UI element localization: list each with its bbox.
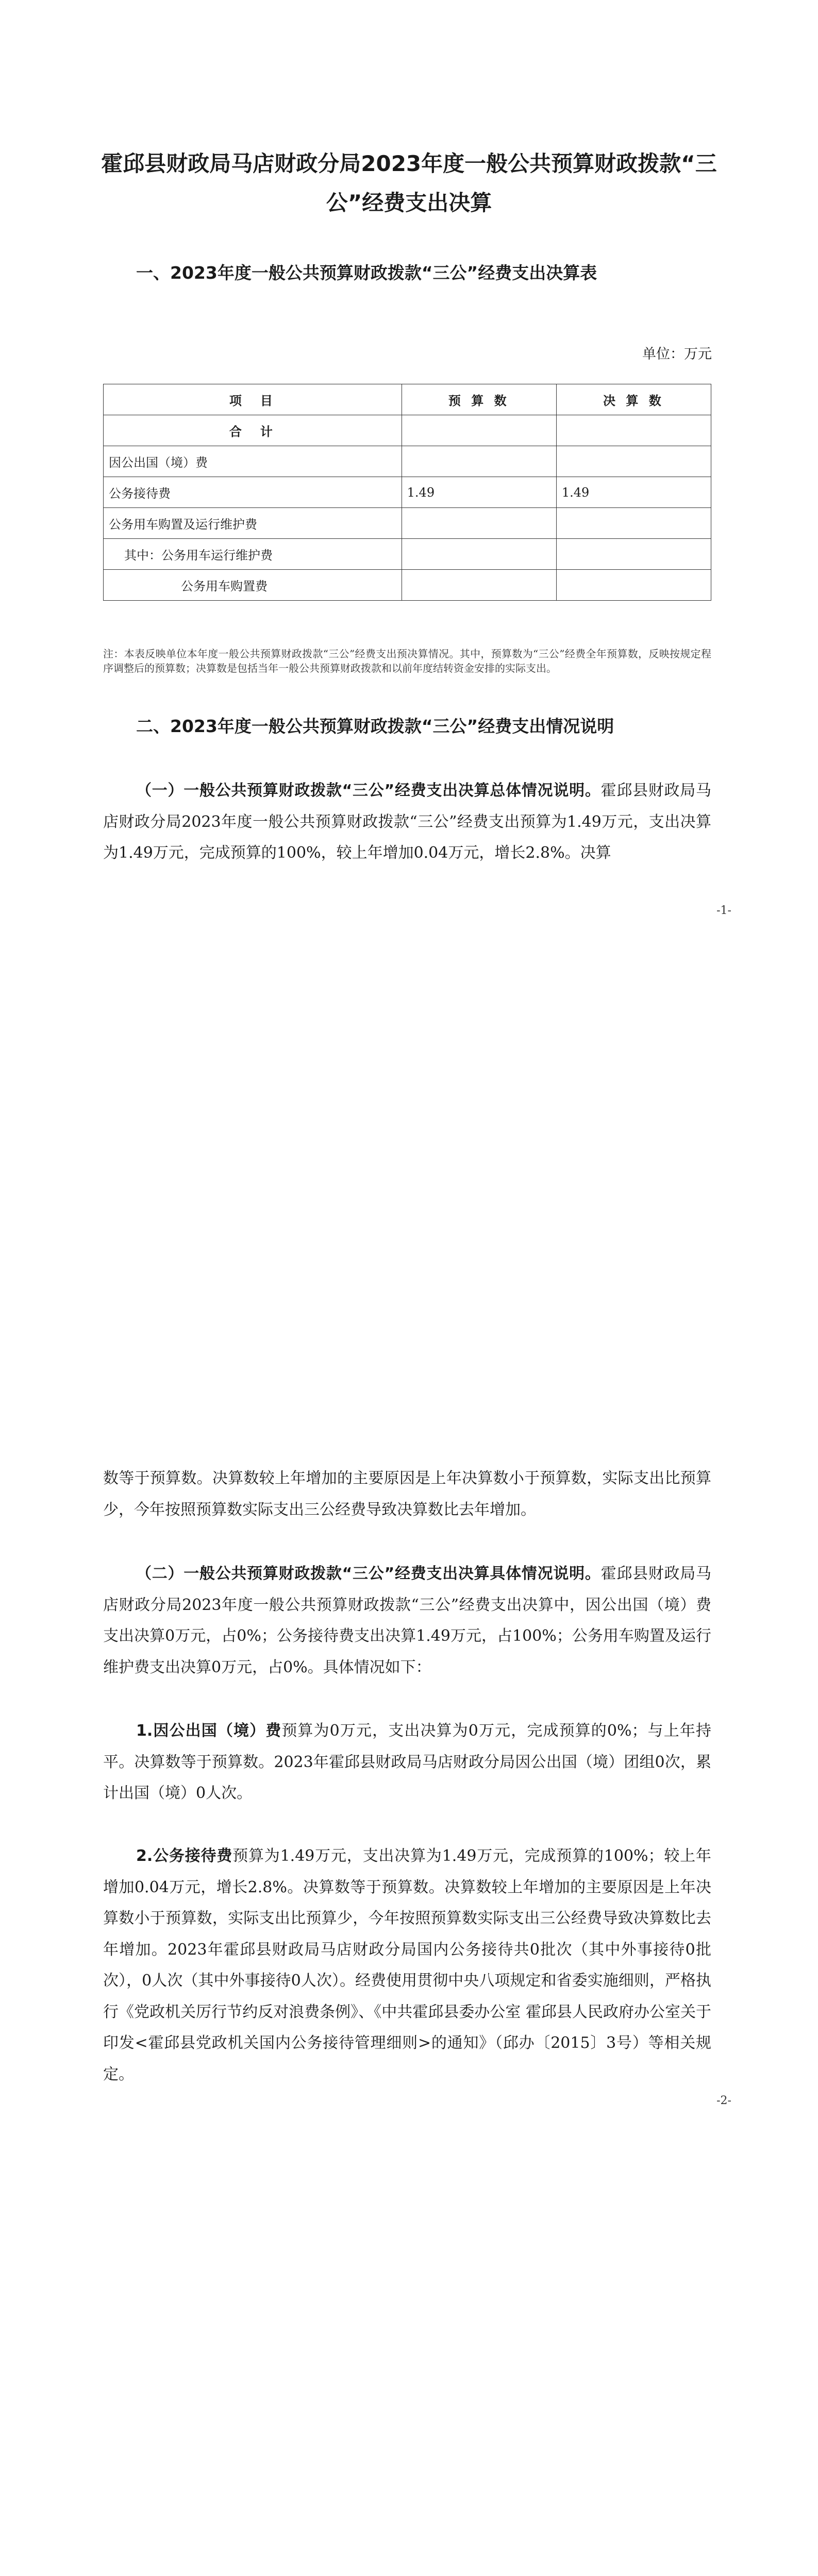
paragraph-text: 霍邱县财政局马店财政分局2023年度一般公共预算财政拨款“三公”经费支出决算中，因公出国（境）费支出决算0万元，占0%；公务接待费支出决算1.49万元，占100%；公务用车购置及运行维护费支出决算0万元，占0%。具体情况如下： bbox=[103, 1565, 712, 1676]
paragraph-text: 霍邱县财政局马店财政分局2023年度一般公共预算财政拨款“三公”经费支出预算为1.49万元，支出决算为1.49万元，完成预算的100%，较上年增加0.04万元，增长2.8%。决算 bbox=[103, 782, 712, 862]
paragraph-lead: 1.因公出国（境）费 bbox=[136, 1722, 282, 1740]
page-number: -1- bbox=[716, 904, 731, 917]
paragraph-text: 预算为0万元，支出决算为0万元，完成预算的0%；与上年持平。决算数等于预算数。2023年霍邱县财政局马店财政分局因公出国（境）团组0次，累计出国（境）0人次。 bbox=[103, 1722, 711, 1802]
paragraph-lead: 2.公务接待费 bbox=[136, 1847, 233, 1865]
table-note: 注：本表反映单位本年度一般公共预算财政拨款“三公”经费支出预决算情况。其中，预算数为“三公”经费全年预算数，反映按规定程序调整后的预算数；决算数是包括当年一般公共预算财政拨款和以前年度结转资金安排的实际支出。 bbox=[103, 648, 711, 674]
row-final bbox=[556, 570, 711, 601]
header-item: 项 目 bbox=[104, 384, 402, 415]
row-budget bbox=[402, 570, 556, 601]
row-item: 公务用车购置费 bbox=[104, 570, 402, 601]
paragraph-overall-continued: 数等于预算数。决算数较上年增加的主要原因是上年决算数小于预算数，实际支出比预算少，今年按照预算数实际支出三公经费导致决算数比去年增加。 bbox=[103, 1469, 711, 1519]
row-budget bbox=[402, 539, 556, 570]
row-budget: 1.49 bbox=[402, 477, 556, 508]
row-item: 其中：公务用车运行维护费 bbox=[104, 539, 402, 570]
header-final: 决 算 数 bbox=[556, 384, 711, 415]
row-final bbox=[556, 508, 711, 539]
row-item: 因公出国（境）费 bbox=[104, 446, 402, 477]
row-budget bbox=[402, 508, 556, 539]
paragraph-reception bbox=[103, 1841, 711, 2090]
header-budget: 预 算 数 bbox=[402, 384, 556, 415]
page-2 bbox=[0, 1157, 818, 2313]
table-row bbox=[104, 415, 711, 446]
row-budget bbox=[402, 446, 556, 477]
row-item: 公务接待费 bbox=[104, 477, 402, 508]
row-item: 合 计 bbox=[104, 415, 402, 446]
section2-heading: 二、2023年度一般公共预算财政拨款“三公”经费支出情况说明 bbox=[136, 716, 614, 736]
paragraph-overseas bbox=[103, 1716, 711, 1809]
paragraph-overall bbox=[103, 775, 711, 869]
row-final bbox=[556, 539, 711, 570]
row-final bbox=[556, 415, 711, 446]
table-row bbox=[104, 477, 711, 508]
three-public-expense-table bbox=[103, 384, 711, 601]
row-item: 公务用车购置及运行维护费 bbox=[104, 508, 402, 539]
page-3 bbox=[0, 2313, 818, 2576]
page-number: -2- bbox=[716, 2094, 731, 2107]
table-header-row bbox=[104, 384, 711, 415]
table-row bbox=[104, 570, 711, 601]
paragraph-lead: （二）一般公共预算财政拨款“三公”经费支出决算具体情况说明。 bbox=[136, 1565, 601, 1583]
section1-heading: 一、2023年度一般公共预算财政拨款“三公”经费支出决算表 bbox=[136, 263, 597, 283]
row-final bbox=[556, 446, 711, 477]
page-1 bbox=[0, 0, 818, 1157]
table-row bbox=[104, 508, 711, 539]
table-row bbox=[104, 446, 711, 477]
unit-label: 单位：万元 bbox=[642, 346, 712, 362]
row-budget bbox=[402, 415, 556, 446]
paragraph-text: 预算为1.49万元，支出决算为1.49万元，完成预算的100%；较上年增加0.04万元，增长2.8%。决算数等于预算数。决算数较上年增加的主要原因是上年决算数小于预算数，实际支出比预算少，今年按照预算数实际支出三公经费导致决算数比去年增加。2023年霍邱县财政局马店财政分局国内公务接待共0批次（其中外事接待0批次），0人次（其中外事接待0人次）。经费使用贯彻中央八项规定和省委实施细则，严格执行《党政机关厉行节约反对浪费条例》、《中共霍邱县委办公室 霍邱县人民政府办公室关于印发<霍邱县党政机关国内公务接待管理细则>的通知》（邱办〔2015〕3号）等相关规定。 bbox=[103, 1847, 711, 2083]
row-final: 1.49 bbox=[556, 477, 711, 508]
paragraph-lead: （一）一般公共预算财政拨款“三公”经费支出决算总体情况说明。 bbox=[136, 782, 601, 800]
document-title: 霍邱县财政局马店财政分局2023年度一般公共预算财政拨款“三公”经费支出决算 bbox=[101, 151, 717, 215]
table-row bbox=[104, 539, 711, 570]
paragraph-detail bbox=[103, 1558, 711, 1683]
